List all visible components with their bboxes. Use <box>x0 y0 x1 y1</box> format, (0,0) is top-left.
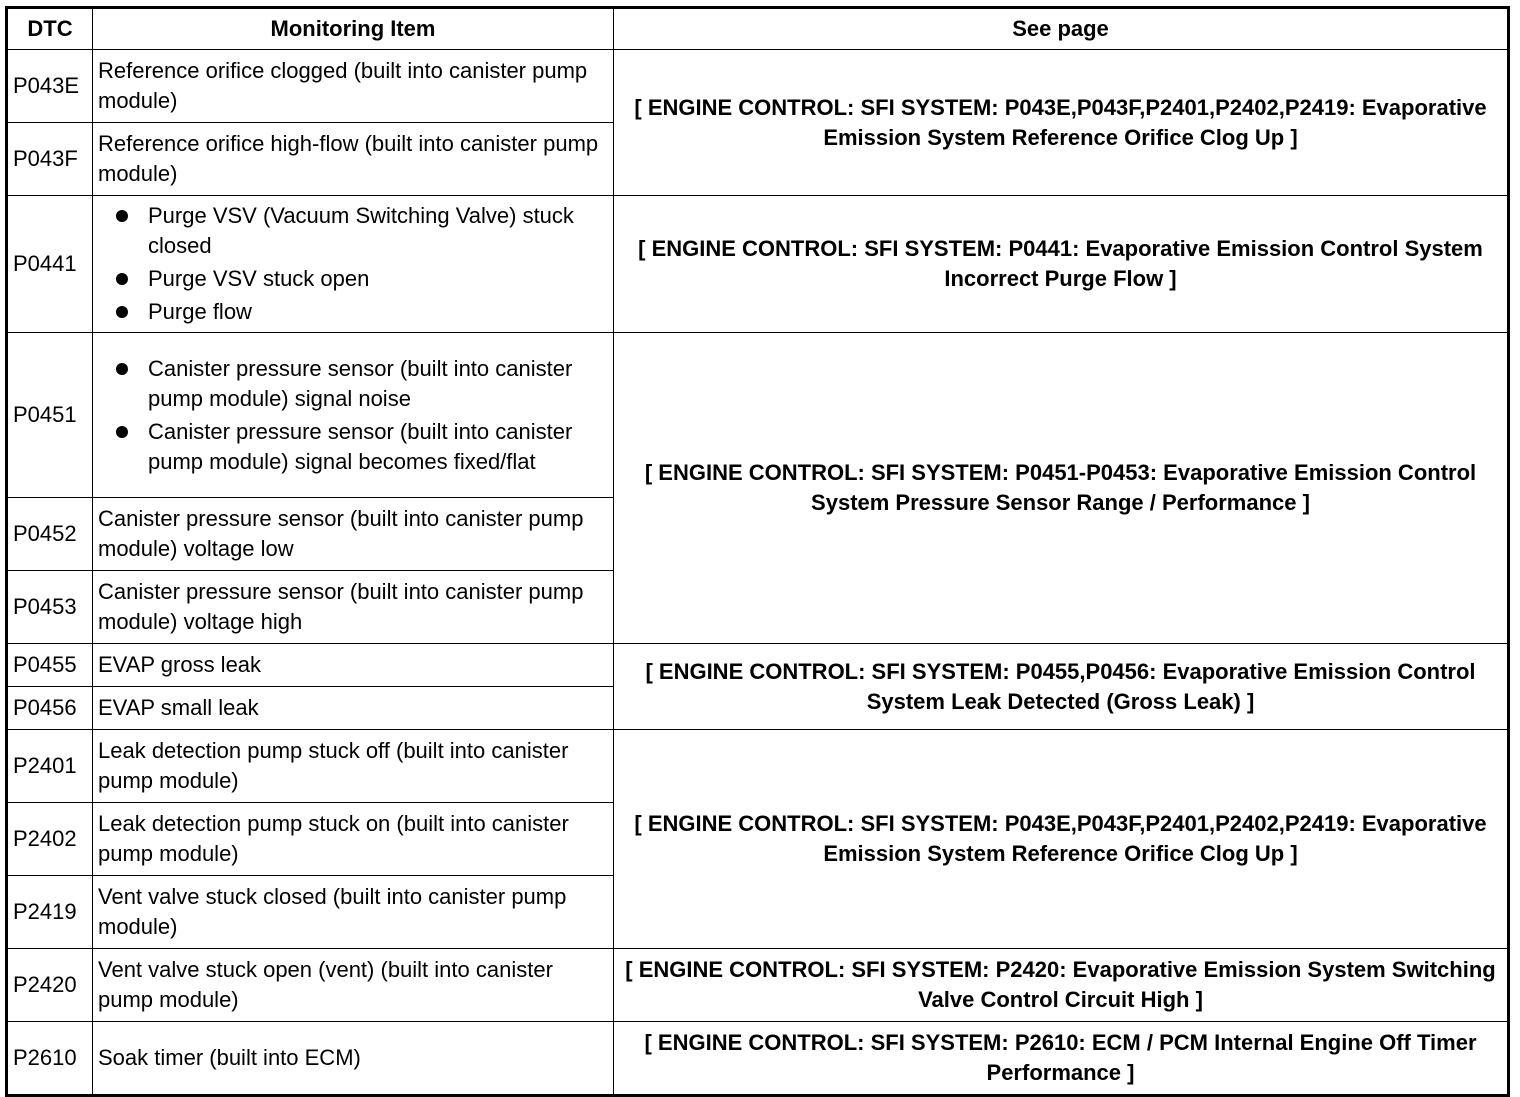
table-row <box>7 50 1509 123</box>
dtc-table <box>5 6 1510 1097</box>
dtc-code: P0453 <box>7 571 93 644</box>
see-page-link[interactable]: [ ENGINE CONTROL: SFI SYSTEM: P043E,P043F,P2401,P2402,P2419: Evaporative Emission System Reference Orifice Clog Up ] <box>614 730 1509 949</box>
monitoring-item: Canister pressure sensor (built into canister pump module) voltage low <box>93 498 614 571</box>
monitoring-item <box>93 196 614 333</box>
header-monitoring-item: Monitoring Item <box>93 8 614 50</box>
see-page-link[interactable]: [ ENGINE CONTROL: SFI SYSTEM: P2420: Evaporative Emission System Switching Valve Control Circuit High ] <box>614 949 1509 1022</box>
see-page-link[interactable]: [ ENGINE CONTROL: SFI SYSTEM: P043E,P043F,P2401,P2402,P2419: Evaporative Emission System Reference Orifice Clog Up ] <box>614 50 1509 196</box>
monitoring-item: Reference orifice high-flow (built into canister pump module) <box>93 123 614 196</box>
monitoring-item: Leak detection pump stuck on (built into canister pump module) <box>93 803 614 876</box>
dtc-code: P0451 <box>7 333 93 498</box>
see-page-link[interactable]: [ ENGINE CONTROL: SFI SYSTEM: P0455,P0456: Evaporative Emission Control System Leak Detected (Gross Leak) ] <box>614 644 1509 730</box>
bullet-list <box>98 201 608 327</box>
dtc-code: P2419 <box>7 876 93 949</box>
table-row <box>7 730 1509 803</box>
dtc-code: P2420 <box>7 949 93 1022</box>
dtc-code: P043F <box>7 123 93 196</box>
dtc-code: P2610 <box>7 1022 93 1096</box>
monitoring-item: Canister pressure sensor (built into canister pump module) voltage high <box>93 571 614 644</box>
see-page-link[interactable]: [ ENGINE CONTROL: SFI SYSTEM: P2610: ECM / PCM Internal Engine Off Timer Performance ] <box>614 1022 1509 1096</box>
monitoring-item: EVAP gross leak <box>93 644 614 687</box>
table-row <box>7 644 1509 687</box>
monitoring-item: EVAP small leak <box>93 687 614 730</box>
table-row <box>7 1022 1509 1096</box>
dtc-code: P2401 <box>7 730 93 803</box>
dtc-code: P0441 <box>7 196 93 333</box>
list-item: Canister pressure sensor (built into canister pump module) signal becomes fixed/flat <box>148 417 608 477</box>
monitoring-item: Soak timer (built into ECM) <box>93 1022 614 1096</box>
see-page-link[interactable]: [ ENGINE CONTROL: SFI SYSTEM: P0441: Evaporative Emission Control System Incorrect Purge Flow ] <box>614 196 1509 333</box>
list-item: Purge VSV stuck open <box>148 264 608 294</box>
dtc-code: P0455 <box>7 644 93 687</box>
monitoring-item: Reference orifice clogged (built into canister pump module) <box>93 50 614 123</box>
list-item: Purge flow <box>148 297 608 327</box>
dtc-code: P043E <box>7 50 93 123</box>
table-row <box>7 196 1509 333</box>
monitoring-item <box>93 333 614 498</box>
table-row <box>7 949 1509 1022</box>
monitoring-item: Vent valve stuck closed (built into canister pump module) <box>93 876 614 949</box>
dtc-code: P0456 <box>7 687 93 730</box>
monitoring-item: Vent valve stuck open (vent) (built into canister pump module) <box>93 949 614 1022</box>
see-page-link[interactable]: [ ENGINE CONTROL: SFI SYSTEM: P0451-P0453: Evaporative Emission Control System Pressure Sensor Range / Performance ] <box>614 333 1509 644</box>
table-row <box>7 333 1509 498</box>
list-item: Canister pressure sensor (built into canister pump module) signal noise <box>148 354 608 414</box>
header-dtc: DTC <box>7 8 93 50</box>
header-see-page: See page <box>614 8 1509 50</box>
list-item: Purge VSV (Vacuum Switching Valve) stuck closed <box>148 201 608 261</box>
bullet-list <box>98 354 608 477</box>
dtc-code: P0452 <box>7 498 93 571</box>
dtc-code: P2402 <box>7 803 93 876</box>
table-header-row <box>7 8 1509 50</box>
monitoring-item: Leak detection pump stuck off (built into canister pump module) <box>93 730 614 803</box>
